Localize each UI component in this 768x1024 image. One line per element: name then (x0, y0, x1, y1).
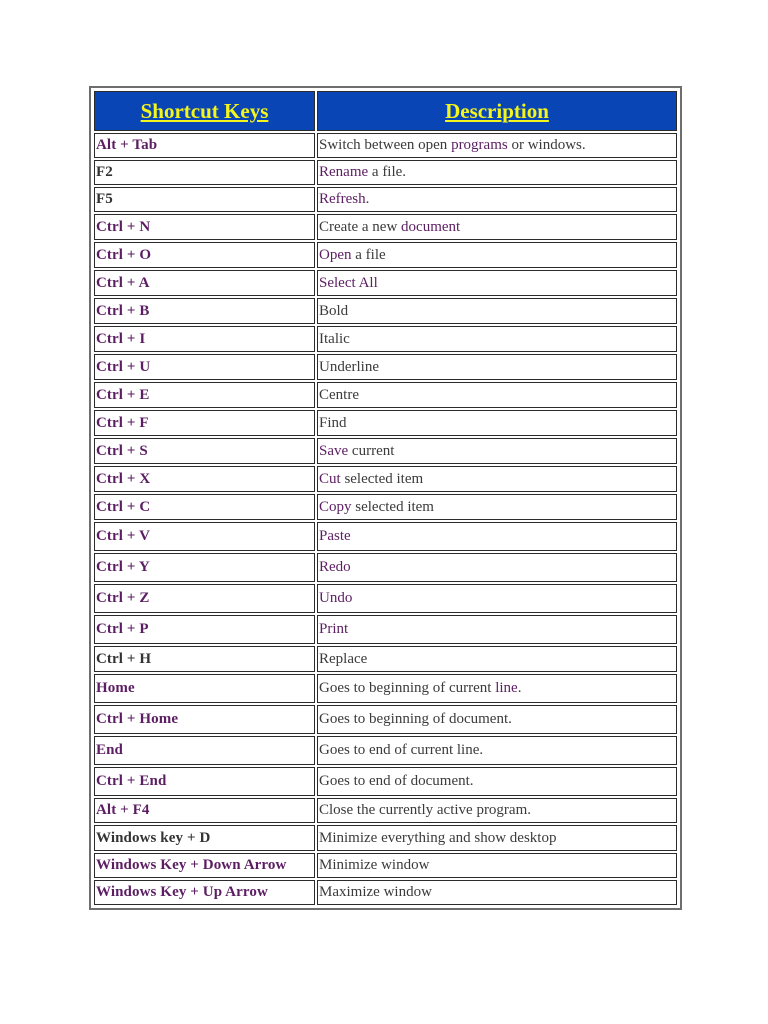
table-row (94, 270, 677, 296)
shortcut-key-cell: Ctrl + X (94, 466, 315, 492)
shortcut-key-cell: Alt + Tab (94, 133, 315, 158)
description-cell (317, 494, 677, 520)
description-cell (317, 615, 677, 644)
shortcut-key-cell: Ctrl + End (94, 767, 315, 796)
table-row (94, 674, 677, 703)
shortcut-key-cell: Ctrl + H (94, 646, 315, 672)
description-text: Maximize window (319, 884, 432, 900)
shortcut-key-cell: Alt + F4 (94, 798, 315, 823)
shortcut-key-cell: Ctrl + B (94, 298, 315, 324)
description-link-text[interactable]: Undo (319, 590, 353, 606)
description-link-text[interactable]: programs (451, 137, 508, 153)
description-cell (317, 853, 677, 878)
shortcut-keys-table (92, 89, 679, 907)
table-row (94, 798, 677, 823)
table-row (94, 214, 677, 240)
table-row (94, 767, 677, 796)
description-text: or windows. (507, 137, 586, 153)
shortcut-rows (94, 133, 677, 905)
table-row (94, 410, 677, 436)
description-text: Underline (319, 358, 379, 375)
description-cell (317, 798, 677, 823)
description-link-text[interactable]: Copy (319, 498, 352, 515)
shortcut-key-cell: F5 (94, 187, 315, 212)
description-cell (317, 825, 677, 851)
description-link-text[interactable]: Rename (319, 164, 369, 180)
description-link-text[interactable]: line (495, 680, 518, 696)
description-link-text[interactable]: Open (319, 246, 352, 263)
table-row (94, 615, 677, 644)
description-cell (317, 354, 677, 380)
description-cell (317, 438, 677, 464)
description-cell (317, 553, 677, 582)
description-text: selected item (340, 470, 424, 487)
shortcut-key-cell: Ctrl + Home (94, 705, 315, 734)
shortcut-key-cell: Ctrl + V (94, 522, 315, 551)
header-row (94, 91, 677, 131)
table-row (94, 298, 677, 324)
table-row (94, 438, 677, 464)
description-text: Replace (319, 650, 368, 667)
description-text: Create a new (319, 218, 402, 235)
description-text: a file. (368, 164, 407, 180)
description-cell (317, 410, 677, 436)
description-text: Goes to beginning of current (319, 680, 496, 696)
table-row (94, 522, 677, 551)
header-description: Description (317, 91, 677, 131)
table-row (94, 705, 677, 734)
description-cell (317, 214, 677, 240)
table-row (94, 646, 677, 672)
shortcut-key-cell: Ctrl + S (94, 438, 315, 464)
shortcut-key-cell: Home (94, 674, 315, 703)
description-text: Close the currently active program. (319, 802, 532, 818)
table-row (94, 466, 677, 492)
shortcut-key-cell: Windows key + D (94, 825, 315, 851)
shortcut-key-cell: Windows Key + Up Arrow (94, 880, 315, 905)
table-row (94, 354, 677, 380)
shortcut-key-cell: End (94, 736, 315, 765)
table-row (94, 553, 677, 582)
description-cell (317, 880, 677, 905)
description-link-text[interactable]: Print (319, 621, 349, 637)
description-cell (317, 298, 677, 324)
description-text: Minimize window (319, 857, 430, 873)
description-cell (317, 160, 677, 185)
description-text: . (365, 191, 370, 207)
shortcut-key-cell: Ctrl + Y (94, 553, 315, 582)
description-text: Switch between open (319, 137, 452, 153)
description-text: Goes to beginning of document. (319, 711, 512, 727)
description-text: selected item (351, 498, 434, 515)
table-row (94, 853, 677, 878)
description-cell (317, 646, 677, 672)
description-link-text[interactable]: Redo (319, 559, 351, 575)
table-row (94, 133, 677, 158)
table-row (94, 242, 677, 268)
table-row (94, 382, 677, 408)
description-text: a file (351, 246, 386, 263)
shortcut-key-cell: Ctrl + N (94, 214, 315, 240)
description-cell (317, 382, 677, 408)
table-row (94, 187, 677, 212)
description-cell (317, 133, 677, 158)
description-text: Goes to end of current line. (319, 742, 484, 758)
description-cell (317, 584, 677, 613)
description-link-text[interactable]: Refresh (319, 191, 366, 207)
description-cell (317, 705, 677, 734)
description-cell (317, 674, 677, 703)
description-cell (317, 187, 677, 212)
shortcut-key-cell: Ctrl + Z (94, 584, 315, 613)
shortcut-key-cell: Ctrl + E (94, 382, 315, 408)
description-text: Minimize everything and show desktop (319, 829, 557, 846)
description-cell (317, 326, 677, 352)
table-row (94, 326, 677, 352)
table-row (94, 494, 677, 520)
shortcut-key-cell: Ctrl + F (94, 410, 315, 436)
table-row (94, 880, 677, 905)
table-row (94, 825, 677, 851)
shortcut-key-cell: F2 (94, 160, 315, 185)
description-cell (317, 270, 677, 296)
description-cell (317, 242, 677, 268)
description-link-text[interactable]: document (401, 218, 461, 235)
description-text: Find (319, 414, 347, 431)
header-shortcut-keys: Shortcut Keys (94, 91, 315, 131)
description-cell (317, 522, 677, 551)
description-text: . (517, 680, 522, 696)
shortcut-table-frame (89, 86, 682, 910)
description-text: Centre (319, 386, 359, 403)
description-text: Bold (319, 302, 349, 319)
description-link-text[interactable]: Cut (319, 470, 341, 487)
description-link-text[interactable]: Save (319, 442, 349, 459)
table-row (94, 160, 677, 185)
shortcut-key-cell: Ctrl + I (94, 326, 315, 352)
description-cell (317, 466, 677, 492)
description-link-text[interactable]: Paste (319, 528, 351, 544)
shortcut-key-cell: Ctrl + P (94, 615, 315, 644)
shortcut-key-cell: Ctrl + O (94, 242, 315, 268)
shortcut-key-cell: Ctrl + U (94, 354, 315, 380)
description-cell (317, 767, 677, 796)
table-row (94, 736, 677, 765)
description-text: Italic (319, 330, 350, 347)
shortcut-key-cell: Ctrl + A (94, 270, 315, 296)
shortcut-key-cell: Ctrl + C (94, 494, 315, 520)
table-row (94, 584, 677, 613)
description-cell (317, 736, 677, 765)
shortcut-key-cell: Windows Key + Down Arrow (94, 853, 315, 878)
description-text: Goes to end of document. (319, 773, 474, 789)
description-link-text[interactable]: Select All (319, 274, 378, 291)
description-text: current (348, 442, 395, 459)
